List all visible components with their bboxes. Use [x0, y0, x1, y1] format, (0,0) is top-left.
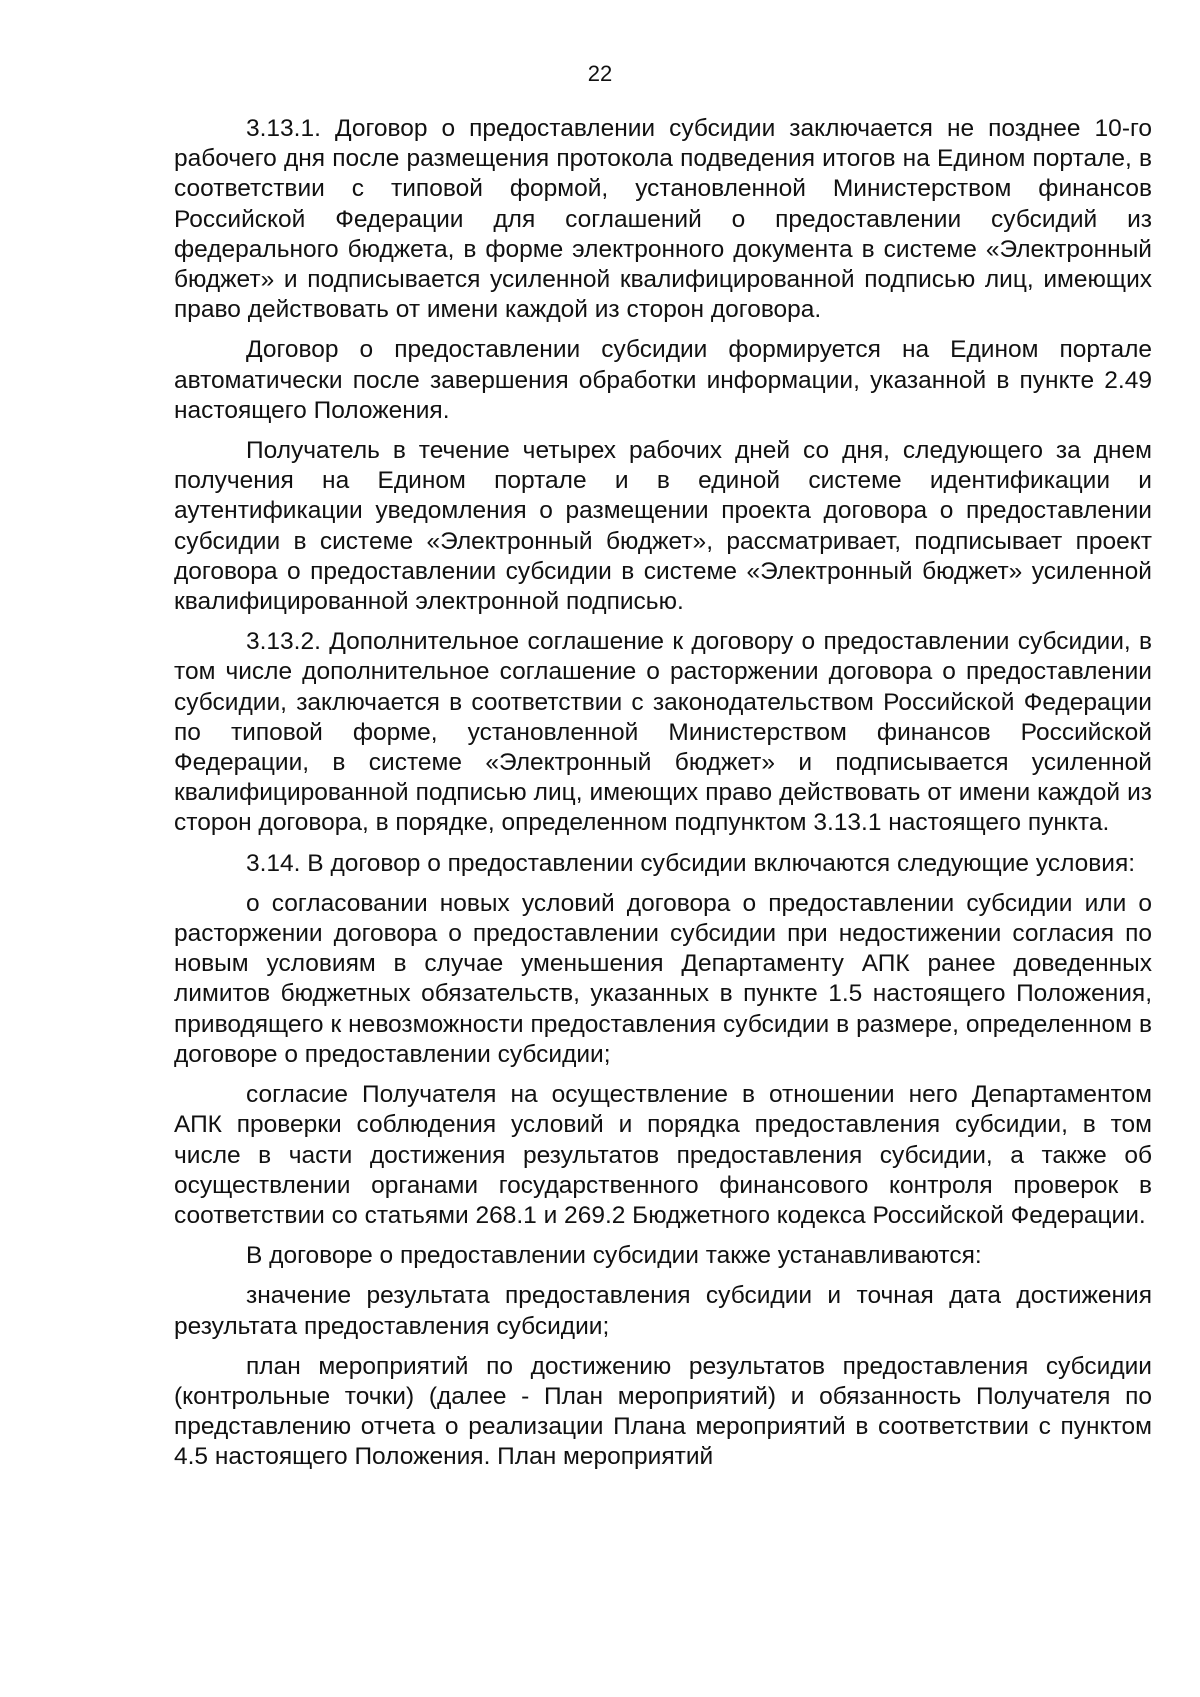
paragraph-contract-formation: Договор о предоставлении субсидии формируется на Едином портале автоматически после завершения обработки информации, указанной в пункте 2.49 настоящего Положения. — [174, 336, 1152, 424]
page-number: 22 — [587, 61, 613, 86]
paragraph-action-plan: план мероприятий по достижению результатов предоставления субсидии (контрольные точки) (далее - План мероприятий) и обязанность Получателя по представлению отчета о реализации Плана мероприятий в соответствии с пунктом 4.5 настоящего Положения. План мероприятий — [174, 1352, 1152, 1471]
document-body — [174, 114, 1152, 1483]
paragraph-also-established: В договоре о предоставлении субсидии также устанавливаются: — [246, 1242, 982, 1270]
paragraph-3-13-2: 3.13.2. Дополнительное соглашение к договору о предоставлении субсидии, в том числе дополнительное соглашение о расторжении договора о предоставлении субсидии, заключается в соответствии с законодательством Российской Федерации по типовой форме, установленной Министерством финансов Российской Федерации, в системе «Электронный бюджет» и подписывается усиленной квалифицированной подписью лиц, имеющих право действовать от имени каждой из сторон договора, в порядке, определенном подпунктом 3.13.1 настоящего пункта. — [174, 628, 1152, 837]
paragraph-recipient-signing: Получатель в течение четырех рабочих дней со дня, следующего за днем получения на Едином портале и в единой системе идентификации и аутентификации уведомления о размещении проекта договора о предоставлении субсидии в системе «Электронный бюджет», рассматривает, подписывает проект договора о предоставлении субсидии в системе «Электронный бюджет» усиленной квалифицированной электронной подписью. — [174, 437, 1152, 616]
paragraph-result-value: значение результата предоставления субсидии и точная дата достижения результата предоставления субсидии; — [174, 1282, 1152, 1340]
paragraph-condition-new-terms: о согласовании новых условий договора о предоставлении субсидии или о расторжении договора о предоставлении субсидии при недостижении согласия по новым условиям в случае уменьшения Департаменту АПК ранее доведенных лимитов бюджетных обязательств, указанных в пункте 1.5 настоящего Положения, приводящего к невозможности предоставления субсидии в размере, определенном в договоре о предоставлении субсидии; — [174, 889, 1152, 1068]
paragraph-condition-consent-audit: согласие Получателя на осуществление в отношении него Департаментом АПК проверки соблюдения условий и порядка предоставления субсидии, в том числе в части достижения результатов предоставления субсидии, а также об осуществлении органами государственного финансового контроля проверок в соответствии со статьями 268.1 и 269.2 Бюджетного кодекса Российской Федерации. — [174, 1081, 1152, 1229]
paragraph-3-13-1: 3.13.1. Договор о предоставлении субсидии заключается не позднее 10-го рабочего дня после размещения протокола подведения итогов на Едином портале, в соответствии с типовой формой, установленной Министерством финансов Российской Федерации для соглашений о предоставлении субсидий из федерального бюджета, в форме электронного документа в системе «Электронный бюджет» и подписывается усиленной квалифицированной подписью лиц, имеющих право действовать от имени каждой из сторон договора. — [174, 115, 1152, 324]
paragraph-3-14: 3.14. В договор о предоставлении субсидии включаются следующие условия: — [246, 849, 1136, 877]
